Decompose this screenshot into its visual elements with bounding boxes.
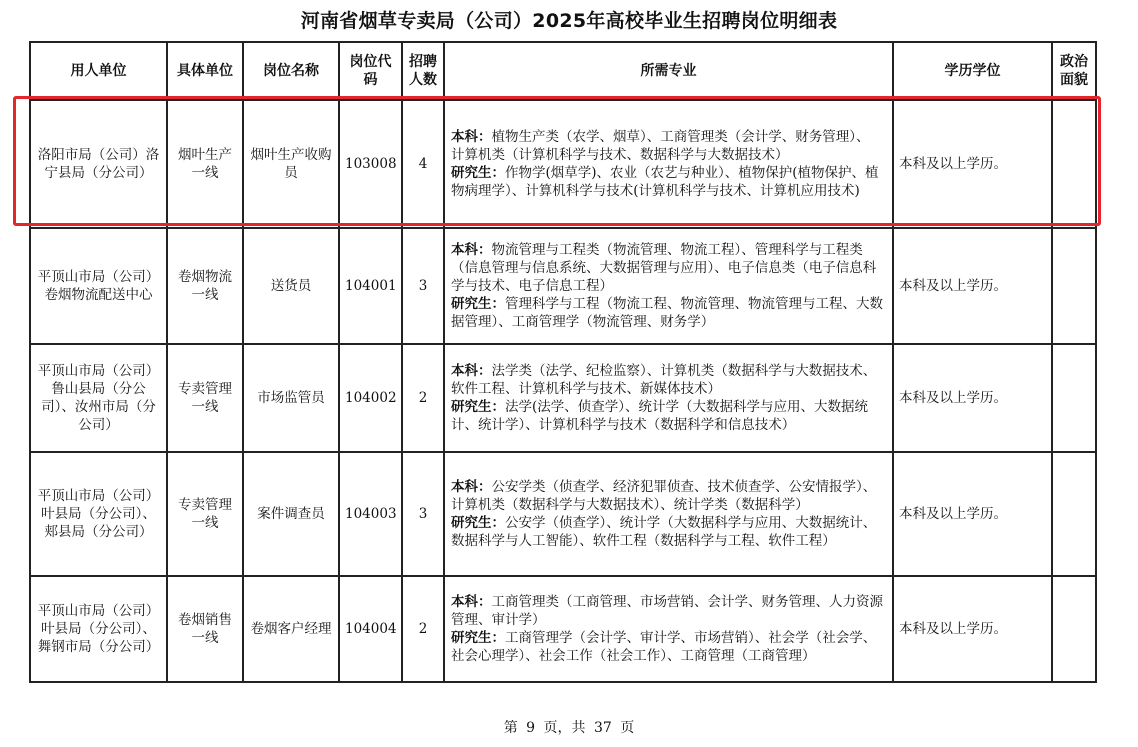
table-row — [30, 228, 1096, 344]
page-footer — [0, 717, 1138, 737]
unit-cell: 烟叶生产一线 — [167, 100, 243, 228]
employer-cell: 洛阳市局（公司）洛宁县局（分公司） — [30, 100, 167, 228]
unit-cell: 专卖管理一线 — [167, 344, 243, 452]
grad-majors: 管理科学与工程（物流工程、物流管理、物流管理与工程、大数据管理）、工商管理学（物流管理、财务学） — [451, 296, 883, 330]
degree-cell: 本科及以上学历。 — [893, 228, 1052, 344]
recruitment-table — [29, 41, 1097, 683]
undergrad-majors: 物流管理与工程类（物流管理、物流工程）、管理科学与工程类（信息管理与信息系统、大数据管理与应用）、电子信息类（电子信息科学与技术、电子信息工程） — [451, 242, 877, 294]
header-employer: 用人单位 — [30, 42, 167, 100]
majors-cell — [444, 100, 893, 228]
unit-cell: 卷烟销售一线 — [167, 576, 243, 682]
majors-cell — [444, 452, 893, 576]
degree-cell: 本科及以上学历。 — [893, 576, 1052, 682]
majors-cell — [444, 576, 893, 682]
header-unit: 具体单位 — [167, 42, 243, 100]
footer-total-pages: 37 — [594, 720, 612, 736]
undergrad-label: 本科： — [451, 363, 492, 379]
grad-majors: 工商管理学（会计学、审计学、市场营销）、社会学（社会学、社会心理学）、社会工作（社会工作）、工商管理（工商管理） — [451, 630, 877, 664]
count-cell: 4 — [402, 100, 444, 228]
grad-label: 研究生： — [451, 165, 505, 181]
grad-label: 研究生： — [451, 515, 505, 531]
employer-cell: 平顶山市局（公司）叶县局（分公司）、舞钢市局（分公司） — [30, 576, 167, 682]
unit-cell: 卷烟物流一线 — [167, 228, 243, 344]
footer-suffix: 页 — [620, 720, 635, 736]
code-cell: 104002 — [339, 344, 402, 452]
majors-cell — [444, 344, 893, 452]
political-cell — [1052, 576, 1096, 682]
position-cell: 案件调查员 — [243, 452, 339, 576]
code-cell: 104001 — [339, 228, 402, 344]
undergrad-label: 本科： — [451, 129, 492, 145]
employer-cell: 平顶山市局（公司）鲁山县局（分公司）、汝州市局（分公司） — [30, 344, 167, 452]
count-cell: 2 — [402, 344, 444, 452]
grad-majors: 公安学（侦查学）、统计学（大数据科学与应用、大数据统计、数据科学与人工智能）、软件工程（数据科学与工程、软件工程） — [451, 515, 877, 549]
page-title: 河南省烟草专卖局（公司）2025年高校毕业生招聘岗位明细表 — [300, 10, 838, 32]
header-degree: 学历学位 — [893, 42, 1052, 100]
table-row — [30, 452, 1096, 576]
grad-label: 研究生： — [451, 399, 505, 415]
count-cell: 2 — [402, 576, 444, 682]
position-cell: 送货员 — [243, 228, 339, 344]
header-position: 岗位名称 — [243, 42, 339, 100]
table-row — [30, 576, 1096, 682]
employer-cell: 平顶山市局（公司）卷烟物流配送中心 — [30, 228, 167, 344]
footer-prefix: 第 — [503, 720, 518, 736]
position-cell: 市场监管员 — [243, 344, 339, 452]
grad-majors: 法学(法学、侦查学）、统计学（大数据科学与应用、大数据统计、统计学）、计算机科学与技术（数据科学和信息技术） — [451, 399, 869, 433]
count-cell: 3 — [402, 452, 444, 576]
undergrad-label: 本科： — [451, 479, 492, 495]
table-row — [30, 100, 1096, 228]
grad-label: 研究生： — [451, 296, 505, 312]
header-political: 政治面貌 — [1052, 42, 1096, 100]
political-cell — [1052, 100, 1096, 228]
degree-cell: 本科及以上学历。 — [893, 100, 1052, 228]
undergrad-label: 本科： — [451, 594, 492, 610]
footer-mid: 页，共 — [543, 720, 586, 736]
header-majors: 所需专业 — [444, 42, 893, 100]
code-cell: 104003 — [339, 452, 402, 576]
undergrad-majors: 植物生产类（农学、烟草）、工商管理类（会计学、财务管理）、 计算机类（计算机科学与技术、数据科学与大数据技术） — [451, 129, 870, 163]
political-cell — [1052, 228, 1096, 344]
political-cell — [1052, 452, 1096, 576]
employer-cell: 平顶山市局（公司）叶县局（分公司）、郏县局（分公司） — [30, 452, 167, 576]
degree-cell: 本科及以上学历。 — [893, 344, 1052, 452]
grad-label: 研究生： — [451, 630, 505, 646]
grad-majors: 作物学(烟草学)、农业（农艺与种业）、植物保护(植物保护、植物病理学）、计算机科学与技术(计算机科学与技术、计算机应用技术) — [451, 165, 879, 199]
undergrad-majors: 工商管理类（工商管理、市场营销、会计学、财务管理、人力资源管理、审计学） — [451, 594, 883, 628]
header-code: 岗位代码 — [339, 42, 402, 100]
code-cell: 104004 — [339, 576, 402, 682]
position-cell: 烟叶生产收购员 — [243, 100, 339, 228]
political-cell — [1052, 344, 1096, 452]
undergrad-label: 本科： — [451, 242, 492, 258]
undergrad-majors: 公安学类（侦查学、经济犯罪侦查、技术侦查学、公安情报学）、计算机类（数据科学与大数据技术）、统计学类（数据科学） — [451, 479, 877, 513]
footer-page-number: 9 — [526, 720, 536, 736]
table-row — [30, 344, 1096, 452]
header-count: 招聘人数 — [402, 42, 444, 100]
majors-cell — [444, 228, 893, 344]
degree-cell: 本科及以上学历。 — [893, 452, 1052, 576]
position-cell: 卷烟客户经理 — [243, 576, 339, 682]
unit-cell: 专卖管理一线 — [167, 452, 243, 576]
count-cell: 3 — [402, 228, 444, 344]
undergrad-majors: 法学类（法学、纪检监察）、计算机类（数据科学与大数据技术、软件工程、计算机科学与技术、新媒体技术） — [451, 363, 877, 397]
code-cell: 103008 — [339, 100, 402, 228]
table-header-row — [30, 42, 1096, 100]
